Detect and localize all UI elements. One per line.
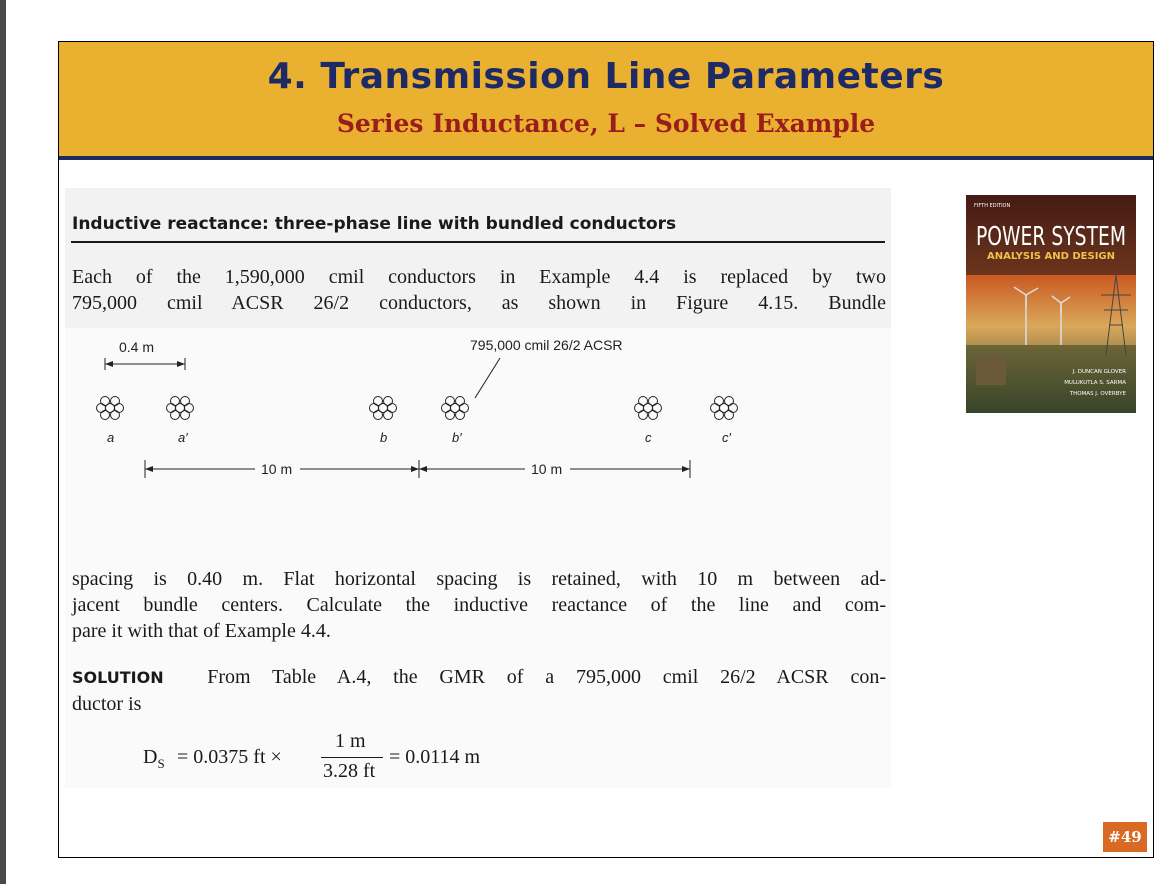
gmr-formula [143, 724, 563, 794]
slide-subtitle: Series Inductance, L – Solved Example [336, 109, 876, 138]
solution-label: SOLUTION [72, 668, 164, 687]
text-line: Each of the 1,590,000 cmil conductors in Example 4.4 is replaced by two [72, 266, 886, 288]
conductor-c-prime [711, 397, 738, 420]
heading-rule [71, 241, 885, 243]
arrowhead [145, 466, 153, 472]
conductor-label: a′ [178, 430, 188, 445]
conductor-a-prime [167, 397, 194, 420]
cover-author: THOMAS J. OVERBYE [1069, 391, 1126, 397]
page-number-badge: #49 [1103, 822, 1147, 852]
cover-title: POWER SYSTEM [976, 222, 1126, 252]
conductor-label: b [380, 430, 388, 445]
cover-edition: FIFTH EDITION [974, 203, 1011, 209]
arrowhead [177, 361, 185, 367]
solution-text [72, 664, 886, 717]
arrowhead [419, 466, 427, 472]
formula-lhs-subscript: S [157, 756, 165, 771]
formula-lhs [143, 746, 165, 772]
formula-lhs-symbol: D [143, 746, 158, 768]
cover-transformer [976, 355, 1006, 385]
cover-subtitle: ANALYSIS AND DESIGN [986, 251, 1116, 262]
formula-result: = 0.0114 m [389, 746, 481, 768]
conductor-b-prime [442, 397, 469, 420]
conductor-spacing-diagram [65, 328, 891, 548]
solution-sentence: From Table A.4, the GMR of a 795,000 cmil 26/2 ACSR con- [207, 666, 886, 688]
distance-label: 10 m [261, 461, 293, 477]
arrowhead [411, 466, 419, 472]
book-cover-image [966, 195, 1136, 413]
formula-numerator: 1 m [335, 730, 366, 752]
text-line [72, 664, 886, 691]
text-line: jacent bundle centers. Calculate the inductive reactance of the line and com- [72, 594, 886, 616]
conductor-b [370, 397, 397, 420]
problem-statement-part1 [72, 264, 886, 316]
slide-header [59, 42, 1153, 160]
slide [58, 41, 1154, 858]
spacing-label: 0.4 m [119, 339, 155, 355]
text-line: spacing is 0.40 m. Flat horizontal spacing is retained, with 10 m between ad- [72, 568, 886, 590]
example-heading: Inductive reactance: three-phase line with bundled conductors [72, 214, 677, 234]
text-line: ductor is [72, 693, 142, 715]
conductor-type-label: 795,000 cmil 26/2 ACSR [470, 337, 623, 353]
fraction-bar [321, 757, 383, 758]
cover-author: MULUKUTLA S. SARMA [1064, 380, 1126, 386]
arrowhead [682, 466, 690, 472]
text-line: 795,000 cmil ACSR 26/2 conductors, as shown in Figure 4.15. Bundle [72, 292, 886, 314]
conductor-label: c′ [722, 430, 731, 445]
window-edge [0, 0, 6, 884]
conductor-label: c [645, 430, 652, 445]
formula-part: = 0.0375 ft × [177, 746, 282, 768]
cover-author: J. DUNCAN GLOVER [1072, 369, 1126, 375]
conductor-a [97, 397, 124, 420]
conductor-c [635, 397, 662, 420]
conductor-label: a [107, 430, 115, 445]
leader-line [475, 358, 500, 398]
conductor-label: b′ [452, 430, 462, 445]
problem-statement-part2 [72, 566, 886, 644]
formula-denominator: 3.28 ft [323, 760, 376, 782]
slide-title: 4. Transmission Line Parameters [267, 56, 945, 97]
arrowhead [105, 361, 113, 367]
textbook-excerpt [65, 188, 891, 788]
distance-label: 10 m [531, 461, 563, 477]
text-line: pare it with that of Example 4.4. [72, 620, 331, 642]
